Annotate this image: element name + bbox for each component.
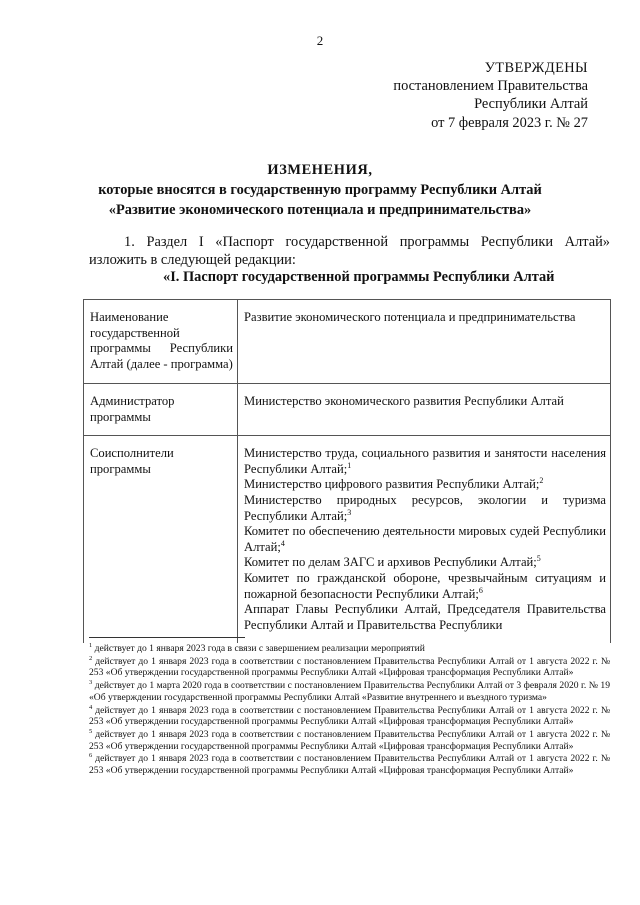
approval-block — [368, 59, 588, 132]
footnote-mark: 3 — [89, 678, 93, 686]
intro-paragraph — [89, 234, 610, 269]
table-cell-label: Соисполнители программы — [84, 436, 238, 644]
footnote: $^3$ действует до 1 марта 2020 года в соответствии с постановлением Правительства Республики Алтай от 3 февраля 2020 г. № 19 «Об утверждении государственной программы Республики Алтай «Развитие внутреннего и въездного туризма» — [89, 678, 610, 703]
approval-line-3: от 7 февраля 2023 г. № 27 — [431, 114, 588, 131]
footnote-ref: 4 — [280, 538, 285, 548]
list-item: Комитет по обеспечению деятельности мировых судей Республики Алтай;$^4$ — [244, 524, 606, 554]
list-item: Министерство цифрового развития Республики Алтай;$^2$ — [244, 476, 544, 492]
intro-text: 1. Раздел I «Паспорт государственной программы Республики Алтай» изложить в следующей редакции: — [89, 234, 610, 268]
footnote-ref: 1 — [347, 460, 352, 470]
section-heading: «I. Паспорт государственной программы Республики Алтай — [163, 269, 555, 285]
footnote-divider — [89, 637, 245, 638]
list-item: Комитет по гражданской обороне, чрезвычайным ситуациям и пожарной безопасности Республики Алтай;$^6$ — [244, 570, 606, 601]
footnote-mark: 6 — [89, 752, 93, 760]
list-item: Комитет по делам ЗАГС и архивов Республики Алтай;$^5$ — [244, 554, 541, 570]
table-cell-label: Наименование государственной программы Республики Алтай (далее - программа) — [84, 300, 238, 384]
table-cell-label: Администратор программы — [84, 384, 238, 436]
list-item: Министерство природных ресурсов, экологии и туризма Республики Алтай;$^3$ — [244, 492, 606, 523]
footnote-mark: 5 — [89, 727, 93, 735]
footnote: $^6$ действует до 1 января 2023 года в соответствии с постановлением Правительства Республики Алтай от 1 августа 2022 г. № 253 «Об утверждении государственной программы Республики Алтай «Цифровая трансформация Республики Алтай» — [89, 752, 610, 777]
footnote-ref: 5 — [536, 554, 541, 564]
footnote-mark: 4 — [89, 703, 93, 711]
footnotes — [89, 643, 610, 778]
footnote-mark: 1 — [89, 641, 93, 649]
document-title-line-3: «Развитие экономического потенциала и предпринимательства» — [108, 202, 532, 218]
footnote-mark: 2 — [89, 654, 93, 662]
footnote: $^1$ действует до 1 января 2023 года в связи с завершением реализации мероприятий — [89, 641, 425, 654]
document-title — [60, 160, 580, 220]
approval-line-2: Республики Алтай — [474, 96, 588, 113]
table-cell-value: Развитие экономического потенциала и предпринимательства — [238, 300, 611, 384]
passport-table — [83, 299, 611, 643]
list-item: Аппарат Главы Республики Алтай, Председателя Правительства Республики Алтай и Правительства Республики — [244, 602, 606, 632]
footnote: $^5$ действует до 1 января 2023 года в соответствии с постановлением Правительства Республики Алтай от 1 августа 2022 г. № 253 «Об утверждении государственной программы Республики Алтай «Цифровая трансформация Республики Алтай» — [89, 727, 610, 752]
list-item: Министерство труда, социального развития и занятости населения Республики Алтай;$^1$ — [244, 446, 606, 476]
document-title-line-2: которые вносятся в государственную программу Республики Алтай — [98, 182, 542, 198]
footnote: $^2$ действует до 1 января 2023 года в соответствии с постановлением Правительства Республики Алтай от 1 августа 2022 г. № 253 «Об утверждении государственной программы Республики Алтай «Цифровая трансформация Республики Алтай» — [89, 654, 610, 679]
footnote-ref: 2 — [539, 476, 544, 486]
footnote-ref: 3 — [347, 507, 352, 517]
table-row — [84, 300, 611, 384]
table-cell-value: Министерство экономического развития Республики Алтай — [238, 384, 611, 436]
footnote-ref: 6 — [478, 585, 483, 595]
footnote: $^4$ действует до 1 января 2023 года в соответствии с постановлением Правительства Республики Алтай от 1 августа 2022 г. № 253 «Об утверждении государственной программы Республики Алтай «Цифровая трансформация Республики Алтай» — [89, 703, 610, 728]
co-executors-list — [238, 436, 611, 644]
page-number: 2 — [316, 33, 324, 48]
approval-line-1: постановлением Правительства — [393, 78, 588, 95]
table-row — [84, 384, 611, 436]
table-row — [84, 436, 611, 644]
document-title-main: ИЗМЕНЕНИЯ, — [267, 162, 373, 178]
approval-title: УТВЕРЖДЕНЫ — [484, 60, 588, 76]
